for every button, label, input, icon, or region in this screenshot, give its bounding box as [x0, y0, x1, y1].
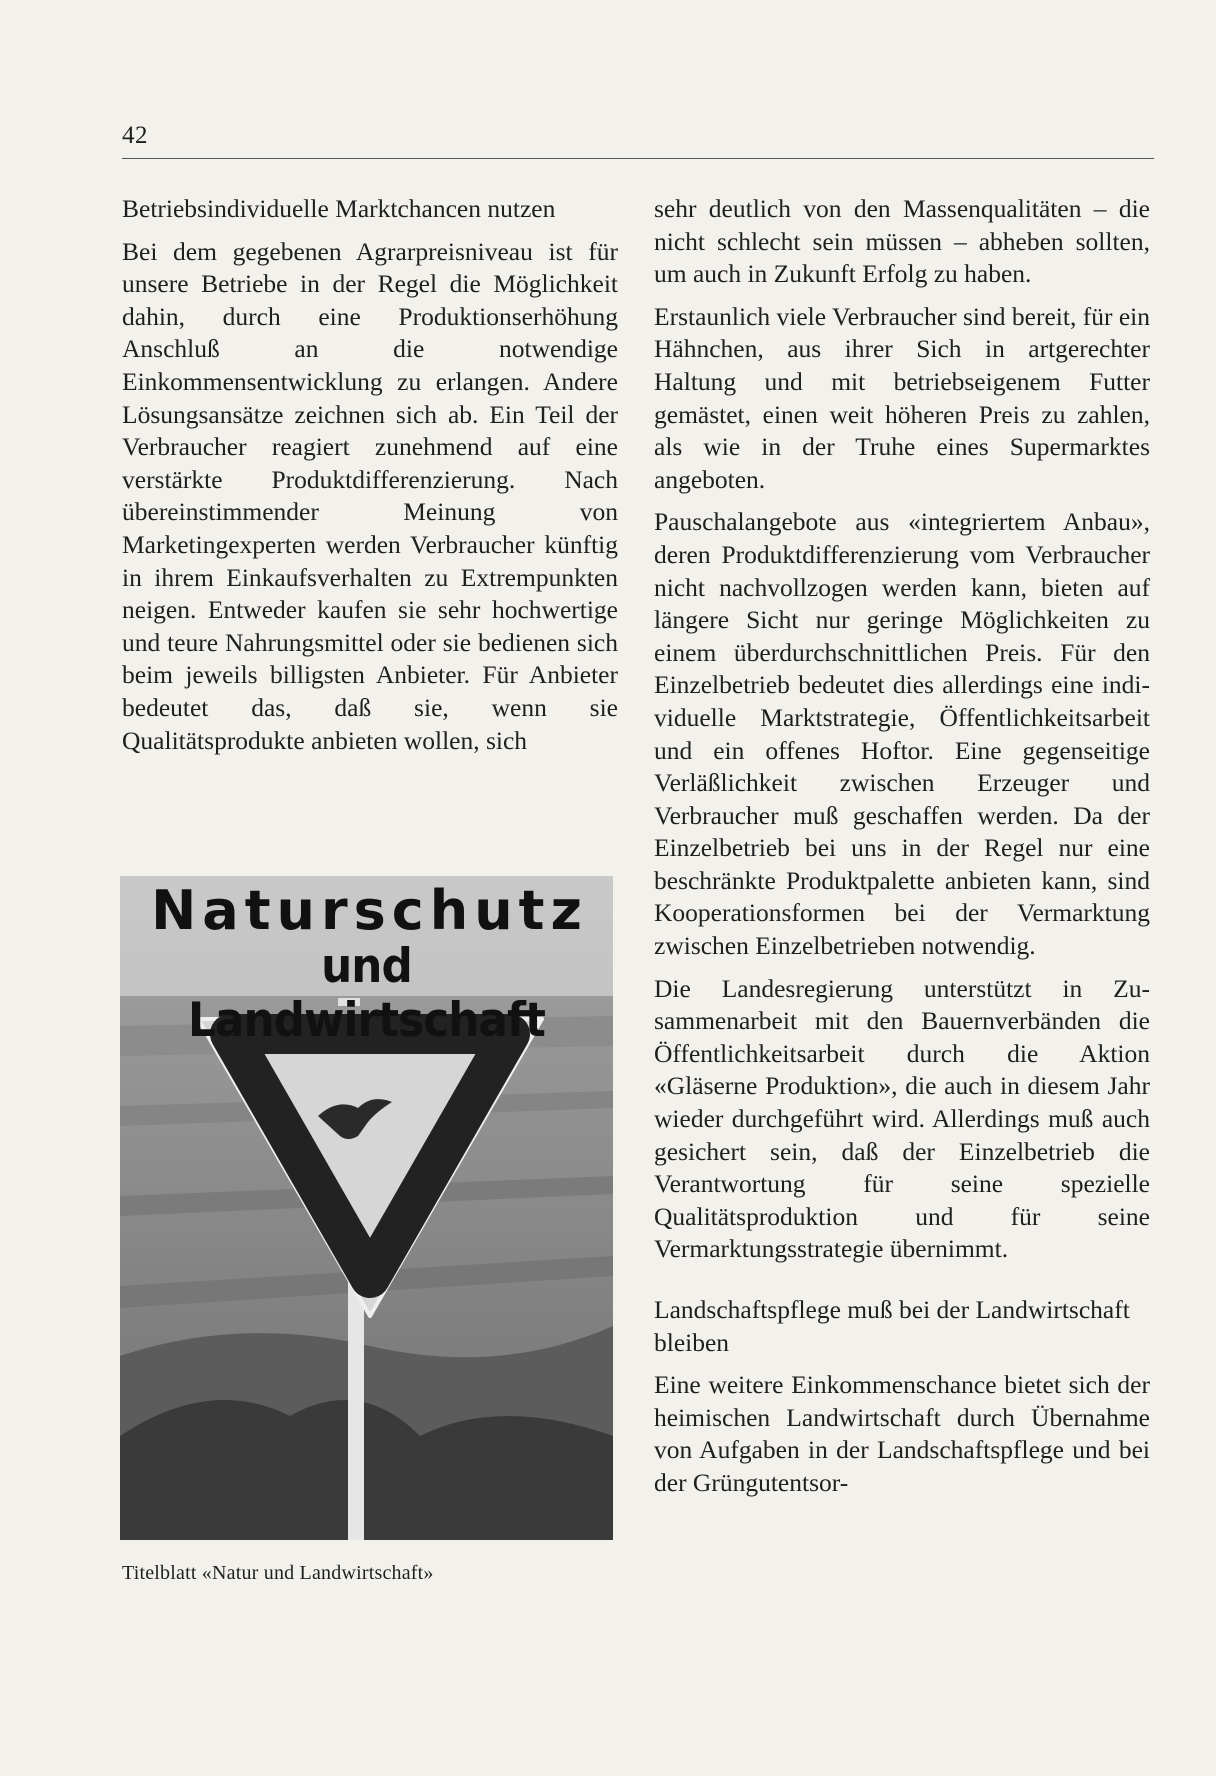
sign-post — [348, 1266, 364, 1540]
cover-image — [120, 876, 613, 1540]
body-paragraph: sehr deutlich von den Massenqualitäten – die nicht schlecht sein müssen – abheben sollten, um auch in Zukunft Erfolg zu haben. — [654, 194, 1150, 289]
left-column — [122, 193, 618, 757]
body-paragraph: Erstaunlich viele Verbraucher sind bereit, für ein Hähnchen, aus ihrer Sich in artgerechter Haltung und mit betriebseigenem Futter gemästet, einen weit höheren Preis zu zahlen, als wie in der Truhe eines Supermarktes angeboten. — [654, 301, 1150, 494]
figure-caption: Titelblatt «Natur und Landwirtschaft» — [122, 1562, 434, 1584]
body-paragraph: Pauschalangebote aus «integriertem Anbau», deren Produktdifferenzierung vom Verbraucher nicht nachvollzogen werden kann, bieten auf längere Sicht nur geringe Möglichkeiten zu einem überdurchschnittlichen Preis. Für den Einzelbetrieb bedeutet dies allerdings eine individuelle Marktstrategie, Öffentlichkeitsarbeit und ein offenes Hoftor. Eine gegenseitige Verläßlichkeit zwischen Erzeuger und Verbraucher muß geschaffen werden. Da der Einzelbetrieb bei uns in der Regel nur eine beschränkte Produktpalette anbieten kann, sind Kooperationsformen bei der Vermarktung zwischen Einzelbetrieben notwendig. — [654, 507, 1150, 961]
cover-title-line1: Naturschutz — [151, 879, 588, 942]
header-rule — [122, 158, 1154, 159]
body-paragraph: Eine weitere Einkommenschance bietet sich der heimischen Landwirtschaft durch Übernahme von Aufgaben in der Landschaftspflege und bei der Grüngutentsor- — [654, 1370, 1150, 1497]
page-number: 42 — [122, 122, 148, 149]
body-paragraph: Die Landesregierung unterstützt in Zusammenarbeit mit den Bauernverbänden die Öffentlichkeitsarbeit durch die Aktion «Gläserne Produktion», die auch in diesem Jahr wieder durchgeführt wird. Allerdings muß auch gesichert sein, daß der Einzelbetrieb die Verantwortung für seine spezielle Qualitätsproduktion und für seine Vermarktungsstrategie übernimmt. — [654, 973, 1150, 1264]
section-heading: Landschaftspflege muß bei der Landwirtschaft bleiben — [654, 1295, 1130, 1357]
right-column — [654, 193, 1150, 1500]
body-paragraph: Bei dem gegebenen Agrarpreisniveau ist für unsere Betriebe in der Regel die Möglichkeit dahin, durch eine Produktionserhöhung Anschluß an die notwendige Einkommensentwicklung zu erlangen. Andere Lösungsansätze zeichnen sich ab. Ein Teil der Verbraucher reagiert zunehmend auf eine verstärkte Produktdifferenzierung. Nach übereinstimmender Meinung von Marketingexperten werden Verbraucher künftig in ihrem Einkaufsverhalten zu Extrempunkten neigen. Entweder kaufen sie sehr hochwertige und teure Nahrungsmittel oder sie bedienen sich beim jeweils billigsten Anbieter. Für Anbieter bedeutet das, daß sie, wenn sie Qualitätsprodukte anbieten wollen, sich — [122, 236, 618, 755]
section-heading: Betriebsindividuelle Marktchancen nutzen — [122, 194, 556, 223]
cover-title-line2: und Landwirtschaft — [187, 939, 546, 1048]
cover-title — [120, 876, 613, 1048]
